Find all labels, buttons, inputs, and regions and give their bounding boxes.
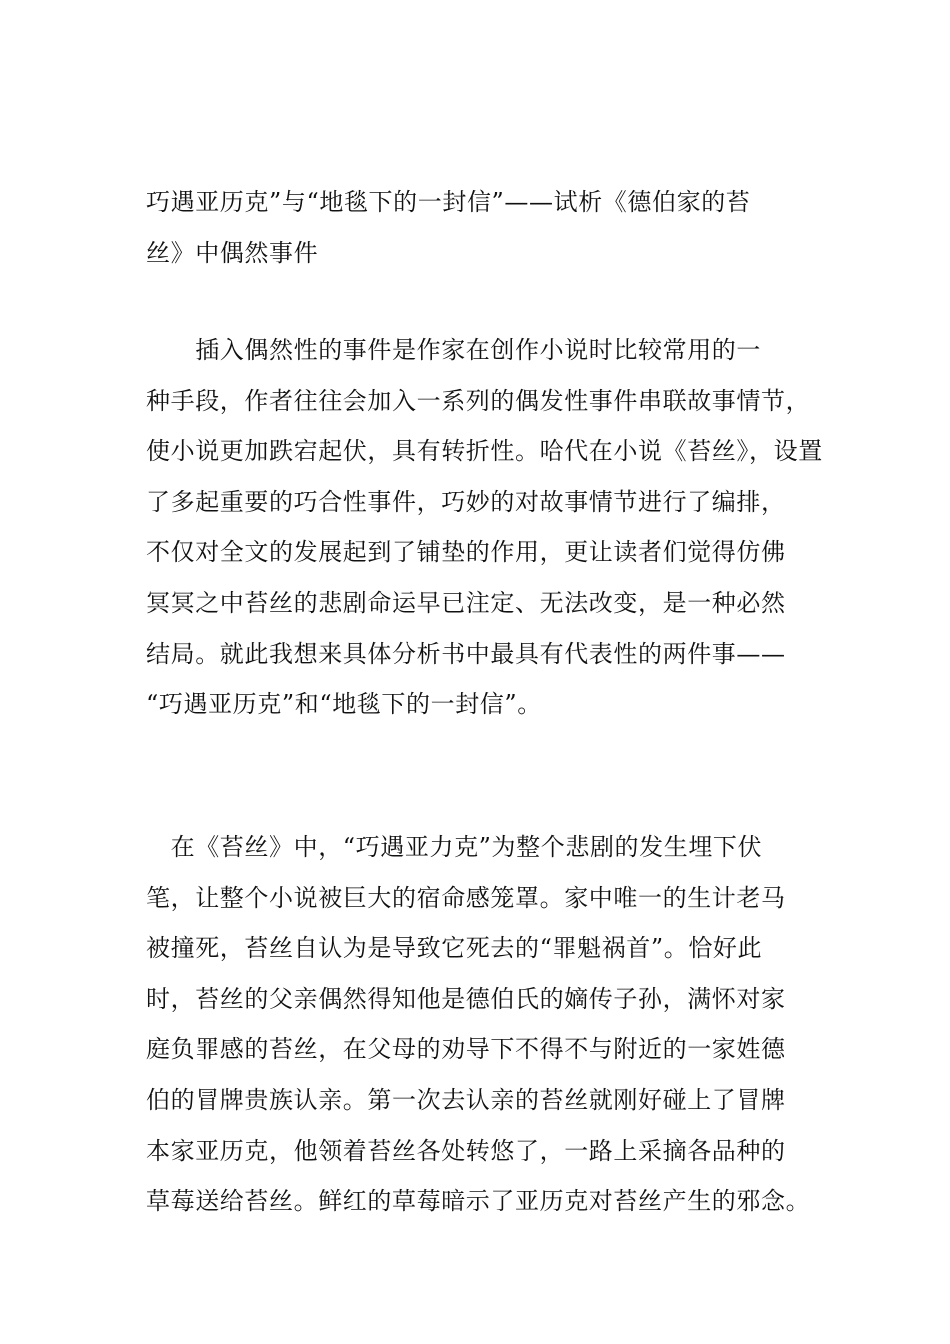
paragraph-line: 种手段，作者往往会加入一系列的偶发性事件串联故事情节， (146, 386, 811, 415)
paragraph-line: 庭负罪感的苔丝，在父母的劝导下不得不与附近的一家姓德 (146, 1035, 786, 1064)
document-title (146, 177, 826, 278)
title-line: 丝》中偶然事件 (146, 238, 319, 267)
title-line: 巧遇亚历克”与“地毯下的一封信”——试析《德伯家的苔 (146, 188, 751, 216)
paragraph-line: 在《苔丝》中，“巧遇亚力克”为整个悲剧的发生埋下伏 (146, 833, 763, 861)
paragraph-line: 使小说更加跌宕起伏，具有转折性。哈代在小说《苔丝》，设置 (146, 437, 823, 466)
paragraph-1 (146, 325, 826, 730)
paragraph-line: 本家亚历克，他领着苔丝各处转悠了，一路上采摘各品种的 (146, 1136, 786, 1165)
paragraph-line: 不仅对全文的发展起到了铺垫的作用，更让读者们觉得仿佛 (146, 538, 786, 567)
paragraph-line: 冥冥之中苔丝的悲剧命运早已注定、无法改变，是一种必然 (146, 588, 786, 617)
paragraph-line: 插入偶然性的事件是作家在创作小说时比较常用的一 (146, 336, 761, 364)
paragraph-2 (146, 822, 826, 1227)
paragraph-line: 时，苔丝的父亲偶然得知他是德伯氏的嫡传子孙，满怀对家 (146, 984, 786, 1013)
paragraph-line: “巧遇亚历克”和“地毯下的一封信”。 (146, 690, 542, 719)
paragraph-line: 了多起重要的巧合性事件，巧妙的对故事情节进行了编排， (146, 487, 786, 516)
paragraph-line: 笔，让整个小说被巨大的宿命感笼罩。家中唯一的生计老马 (146, 883, 786, 912)
paragraph-line: 草莓送给苔丝。鲜红的草莓暗示了亚历克对苔丝产生的邪念。 (146, 1187, 811, 1216)
paragraph-line: 伯的冒牌贵族认亲。第一次去认亲的苔丝就刚好碰上了冒牌 (146, 1085, 786, 1114)
paragraph-line: 被撞死，苔丝自认为是导致它死去的“罪魁祸首”。恰好此 (146, 934, 763, 963)
paragraph-line: 结局。就此我想来具体分析书中最具有代表性的两件事—— (146, 639, 786, 668)
